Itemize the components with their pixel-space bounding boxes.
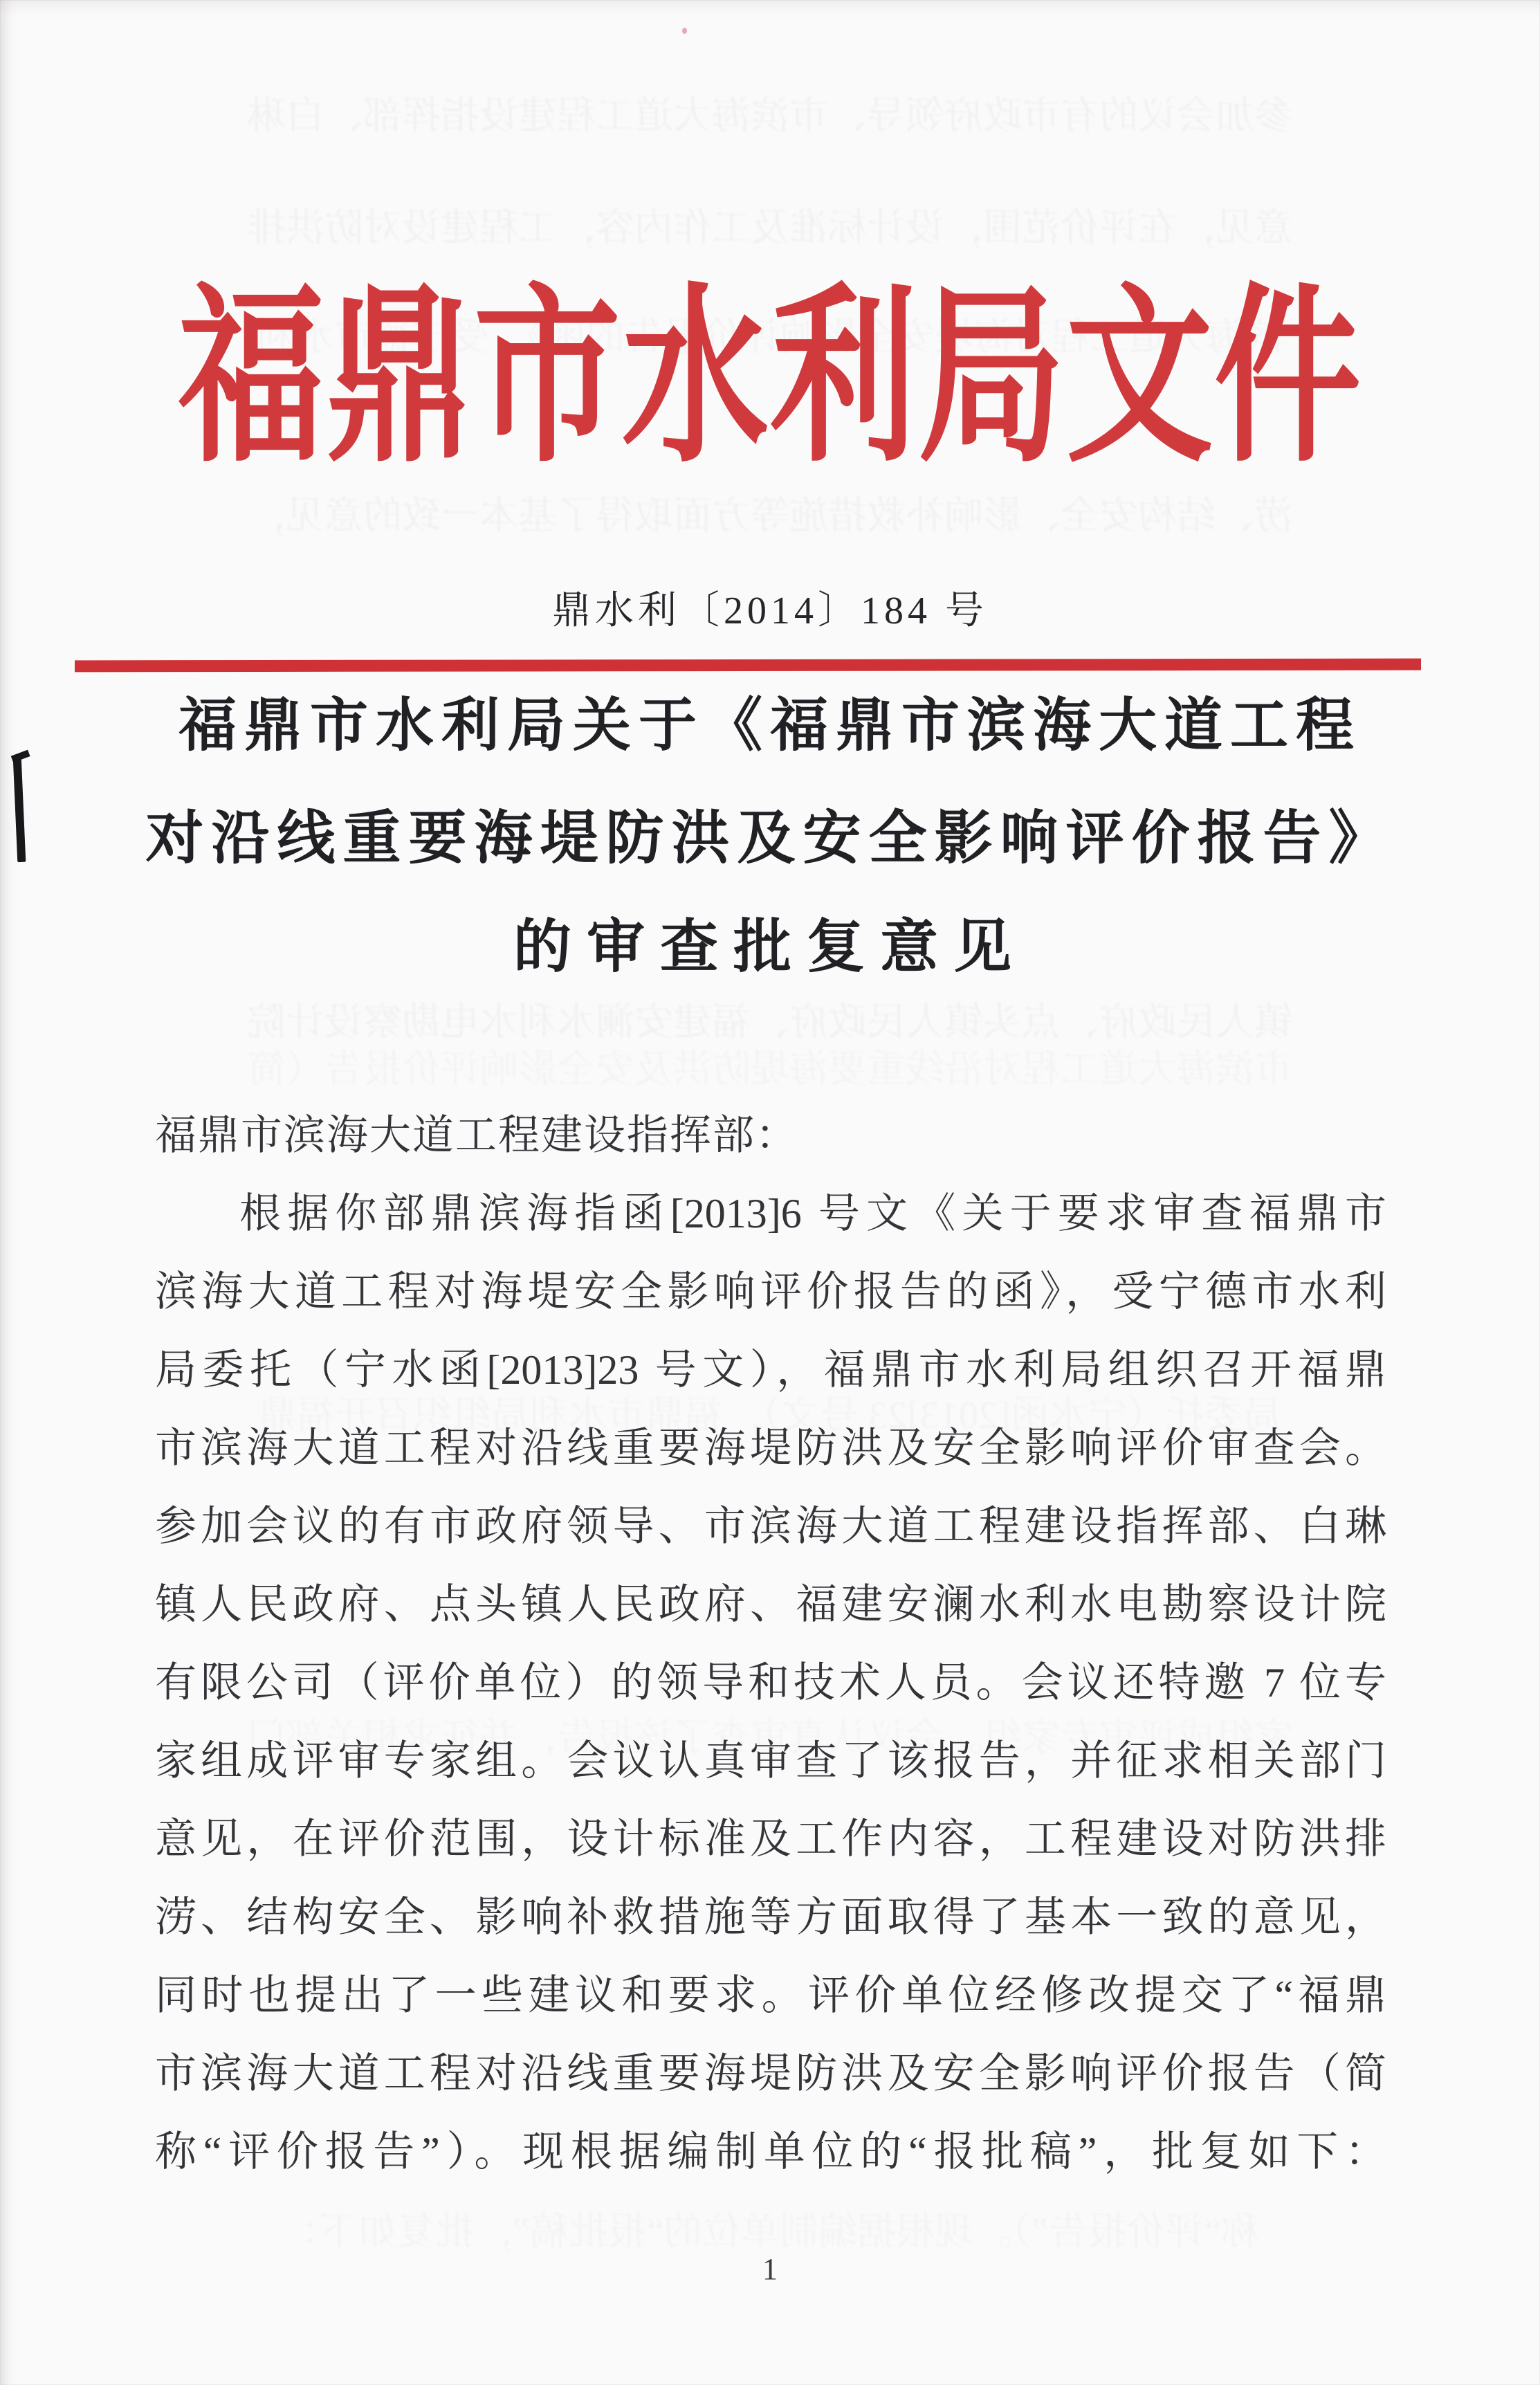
red-divider-line: [75, 659, 1421, 673]
document-title-line-2: 对沿线重要海堤防洪及安全影响评价报告》: [145, 807, 1395, 871]
body-line: 意见，在评价范围，设计标准及工作内容，工程建设对防洪排: [155, 1816, 1386, 1862]
body-line: 同时也提出了一些建议和要求。评价单位经修改提交了“福鼎: [155, 1973, 1386, 2018]
body-line: 根据你部鼎滨海指函[2013]6 号文《关于要求审查福鼎市: [239, 1191, 1386, 1236]
bleed-through-text: 意见，在评价范围，设计标准及工作内容，工程建设对防洪排: [247, 207, 1293, 250]
body-line: 称“评价报告”）。现根据编制单位的“报批稿”，批复如下：: [155, 2129, 1386, 2175]
bleed-through-text: 涝、结构安全、影响补救措施等方面取得了基本一致的意见，: [247, 495, 1293, 538]
bleed-through-text: 参加会议的有市政府领导、市滨海大道工程建设指挥部、白琳: [247, 95, 1293, 138]
page-number: 1: [762, 2252, 778, 2286]
body-line: 市滨海大道工程对沿线重要海堤防洪及安全影响评价审查会。: [155, 1425, 1386, 1471]
body-line: 涝、结构安全、影响补救措施等方面取得了基本一致的意见，: [155, 1894, 1386, 1940]
body-line: 局委托（宁水函[2013]23 号文），福鼎市水利局组织召开福鼎: [155, 1347, 1386, 1393]
salutation: 福鼎市滨海大道工程建设指挥部：: [155, 1113, 798, 1158]
document-title-line-3: 的审查批复意见: [513, 915, 1027, 980]
document-number: 鼎水利〔2014〕184 号: [552, 590, 988, 632]
document-title-line-1: 福鼎市水利局关于《福鼎市滨海大道工程: [178, 694, 1362, 758]
bleed-through-text: [69, 1042, 1471, 1097]
body-line: 参加会议的有市政府领导、市滨海大道工程建设指挥部、白琳: [155, 1504, 1386, 1549]
body-line: 家组成评审专家组。会议认真审查了该报告，并征求相关部门: [155, 1738, 1386, 1784]
body-line: 镇人民政府、点头镇人民政府、福建安澜水利水电勘察设计院: [155, 1582, 1386, 1627]
bleed-through-text: 镇人民政府、点头镇人民政府、福建安澜水利水电勘察设计院: [247, 1001, 1293, 1044]
scan-speck: [682, 28, 687, 34]
document-body: [155, 1097, 1386, 2191]
body-line: 滨海大道工程对海堤安全影响评价报告的函》，受宁德市水利: [155, 1269, 1386, 1315]
letterhead-title: 福鼎市水利局文件: [178, 273, 1362, 485]
body-line: 有限公司（评价单位）的领导和技术人员。会议还特邀 7 位专: [155, 1660, 1386, 1706]
body-line: 市滨海大道工程对沿线重要海堤防洪及安全影响评价报告（简: [155, 2051, 1386, 2096]
